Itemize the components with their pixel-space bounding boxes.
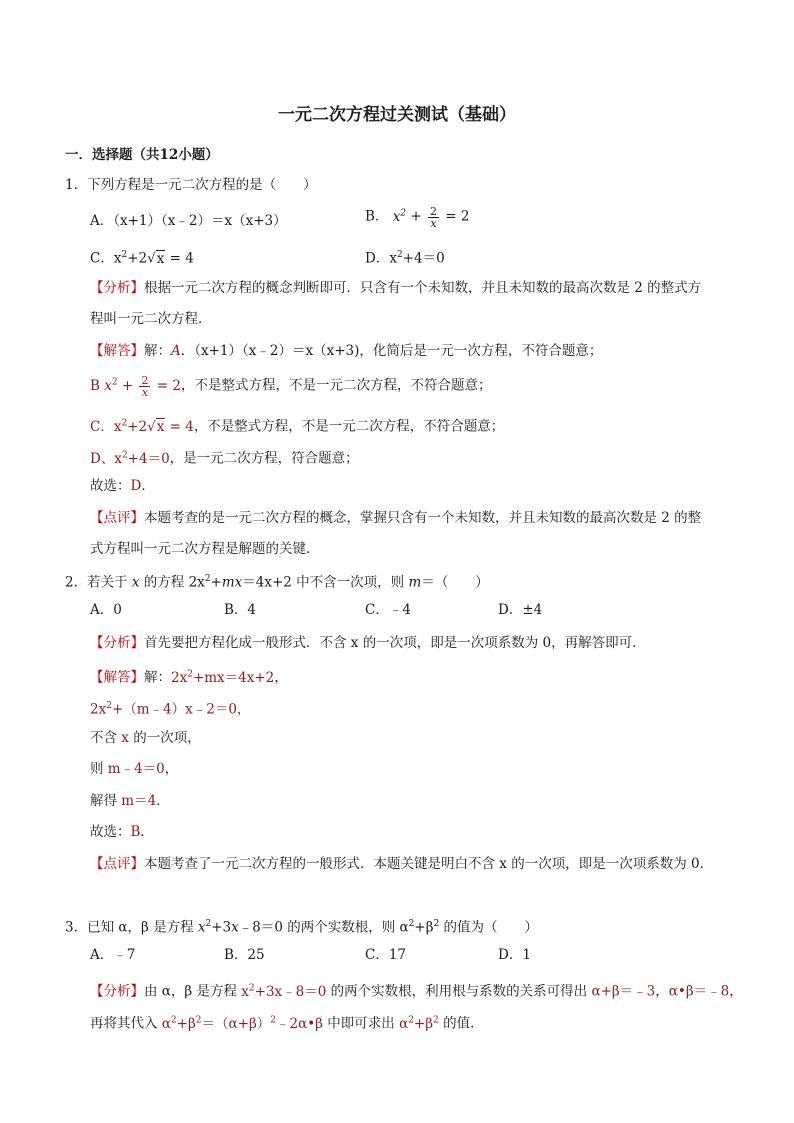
q3-analysis-cont: 再将其代入 $\alpha^2+\beta^2=(\alpha+\beta)^2﹣2\alpha•\beta$ 中即可求出 $\alpha^2+\beta^2$ 的值． (90, 1015, 484, 1032)
analysis-tag: 【分析】 (90, 983, 144, 1000)
answer-tag: 【解答】 (90, 669, 144, 686)
q2-comment (90, 855, 713, 873)
q1-option-b: B． $x^2$ + $\frac{2}{x}$ = 2 (365, 204, 470, 230)
q1-option-c: C．$x^2+2√x = 4$ (90, 250, 194, 267)
q2-option-c: C．﹣4 (365, 602, 411, 618)
q1-choice: 故选：D． (90, 478, 155, 494)
q1-analysis (90, 279, 701, 297)
page-title: 一元二次方程过关测试（基础） (278, 105, 516, 125)
section-heading: 一．选择题（共12小题） (65, 147, 219, 163)
analysis-tag: 【分析】 (90, 635, 144, 651)
comment-tag: 【点评】 (90, 856, 144, 872)
q2-answer-step2: $2x^2+(m﹣4)x﹣2=0$， (90, 701, 251, 718)
q1-answer-b: B $x^2$ + $\frac{2}{x}$ = 2，不是整式方程，不是一元二次方程，不符合题意； (90, 373, 492, 399)
q1-comment-text: 本题考查的是一元二次方程的概念，掌握只含有一个未知数，并且未知数的最高次数是 2 的整 (144, 510, 702, 526)
q3-option-a: A．﹣7 (90, 947, 136, 963)
q2-stem: 2．若关于 x 的方程 $2x^2+mx=4x+2$ 中不含一次项，则 m＝（ ） (65, 574, 489, 591)
q1-analysis-text: 根据一元二次方程的概念判断即可．只含有一个未知数，并且未知数的最高次数是 2 的整式方 (144, 280, 702, 296)
q2-answer: 【解答】解：$2x^2+mx=4x+2$， (90, 669, 288, 686)
q1-stem: 1．下列方程是一元二次方程的是（ ） (65, 177, 317, 193)
q2-comment-text: 本题考查了一元二次方程的一般形式．本题关键是明白不含 x 的一次项，即是一次项系数为 0． (144, 856, 714, 872)
q1-option-d: D．$x^2+4=0$ (365, 250, 445, 267)
q2-option-d: D．±4 (498, 602, 543, 618)
q2-answer-step5: 解得 m＝4． (90, 793, 170, 809)
q2-option-b: B．4 (224, 602, 257, 618)
q3-option-c: C．17 (365, 947, 407, 963)
q3-option-b: B．25 (224, 947, 265, 963)
q1-option-c-prefix: C． (90, 250, 114, 267)
q1-answer-d: D、$x^2+4=0$，是一元二次方程，符合题意； (90, 450, 359, 467)
q2-answer-step4: 则 m﹣4＝0， (90, 761, 179, 777)
answer-tag: 【解答】 (90, 343, 144, 359)
q2-analysis-text: 首先要把方程化成一般形式．不含 x 的一次项，即是一次项系数为 0，再解答即可． (144, 635, 646, 651)
q2-answer-step3: 不含 x 的一次项， (90, 730, 201, 746)
q2-analysis (90, 634, 646, 652)
q1-analysis-cont: 程叫一元二次方程． (90, 311, 212, 327)
q3-option-d: D．1 (498, 947, 531, 963)
q1-answer: 【解答】解：A．（x+1）（x﹣2）＝x（x+3)，化简后是一元一次方程，不符合题意； (90, 343, 603, 359)
q2-choice: 故选：B． (90, 824, 154, 840)
q3-stem: 3．已知 α，β 是方程 $x^2+3x﹣8=0$ 的两个实数根，则 $\alpha^2+\beta^2$ 的值为（ ） (65, 919, 539, 936)
q2-option-a: A．0 (90, 602, 122, 618)
q1-comment (90, 509, 701, 527)
analysis-tag: 【分析】 (90, 280, 144, 296)
comment-tag: 【点评】 (90, 510, 144, 526)
q1-answer-c: C．$x^2+2√x = 4$，不是整式方程，不是一元二次方程，不符合题意； (90, 418, 505, 435)
q1-comment-cont: 式方程叫一元二次方程是解题的关键． (90, 541, 320, 557)
q1-option-a: A．（x+1）（x﹣2）＝x（x+3） (90, 213, 287, 229)
q1-option-b-prefix: B． (365, 208, 389, 225)
q3-analysis: 【分析】由 α，β 是方程 $x^2+3x﹣8=0$ 的两个实数根，利用根与系数的关系可得出 α+β＝﹣3，α•β＝﹣8， (90, 983, 743, 1000)
